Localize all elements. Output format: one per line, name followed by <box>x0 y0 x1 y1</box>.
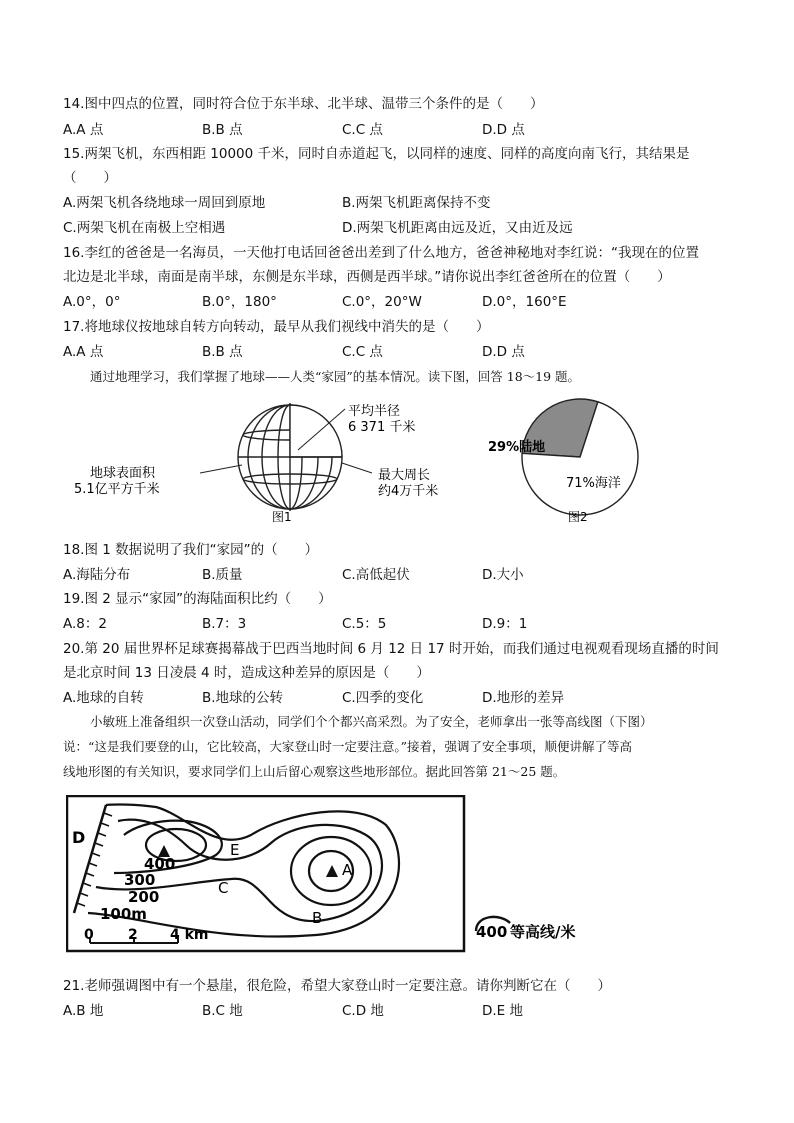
q15-stem-line1: 15.两架飞机，东西相距 10000 千米，同时自赤道起飞，以同样的速度、同样的高度向南飞行，其结果是 <box>63 146 690 162</box>
pie-label-ocean: 71%海洋 <box>566 476 621 491</box>
q18-option-b: B.质量 <box>202 567 243 583</box>
intro-21-25-line1: 小敏班上准备组织一次登山活动，同学们个个都兴高采烈。为了安全，老师拿出一张等高线图（下图） <box>90 714 653 729</box>
radius-label-2: 6 371 千米 <box>348 420 416 435</box>
q15-stem-line2: （ ） <box>63 170 117 186</box>
q19-option-b: B.7：3 <box>202 616 247 632</box>
q19-stem: 19.图 2 显示“家园”的海陆面积比约（ ） <box>63 591 332 607</box>
area-label-1: 地球表面积 <box>90 466 156 481</box>
q20-option-d: D.地形的差异 <box>482 690 565 706</box>
legend-value: 400 <box>476 923 508 941</box>
intro-18-19: 通过地理学习，我们掌握了地球——人类“家园”的基本情况。读下图，回答 18～19 题。 <box>90 369 581 384</box>
q19-option-a: A.8：2 <box>63 616 107 632</box>
q16-option-d: D.0°，160°E <box>482 294 567 310</box>
q21-stem: 21.老师强调图中有一个悬崖，很危险，希望大家登山时一定要注意。请你判断它在（ ） <box>63 978 611 994</box>
q20-option-a: A.地球的自转 <box>63 690 144 706</box>
q14-stem: 14.图中四点的位置，同时符合位于东半球、北半球、温带三个条件的是（ ） <box>63 96 544 112</box>
area-leader <box>200 465 242 473</box>
q15-option-a: A.两架飞机各绕地球一周回到原地 <box>63 195 266 211</box>
figure-2-caption: 图2 <box>568 510 588 524</box>
q15-option-d: D.两架飞机距离由远及近，又由近及远 <box>342 220 573 236</box>
q16-stem-line1: 16.李红的爸爸是一名海员，一天他打电话回爸爸出差到了什么地方，爸爸神秘地对李红说：“我现在的位置 <box>63 245 699 261</box>
q15-option-c: C.两架飞机在南极上空相遇 <box>63 220 226 236</box>
legend-text: 等高线/米 <box>510 923 576 941</box>
q17-option-b: B.B 点 <box>202 344 243 360</box>
figure-1-globe <box>60 395 480 527</box>
label-point-e: E <box>230 841 240 859</box>
q20-stem-line1: 20.第 20 届世界杯足球赛揭幕战于巴西当地时间 6 月 12 日 17 时开始，而我们通过电视观看现场直播的时间 <box>63 641 719 657</box>
q19-option-c: C.5：5 <box>342 616 387 632</box>
circ-label-2: 约4万千米 <box>378 484 439 499</box>
label-point-b: B <box>312 909 323 927</box>
scale-label-4km: 4 km <box>170 927 209 943</box>
label-contour-200: 200 <box>128 888 160 906</box>
q21-option-a: A.B 地 <box>63 1003 104 1019</box>
contour-legend <box>470 905 640 945</box>
q20-option-b: B.地球的公转 <box>202 690 284 706</box>
area-label-2: 5.1亿平方千米 <box>74 482 160 497</box>
figure-2-pie <box>480 395 680 527</box>
q17-stem: 17.将地球仪按地球自转方向转动，最早从我们视线中消失的是（ ） <box>63 319 490 335</box>
q20-stem-line2: 是北京时间 13 日凌晨 4 时，造成这种差异的原因是（ ） <box>63 665 430 681</box>
q15-option-b: B.两架飞机距离保持不变 <box>342 195 491 211</box>
q14-option-b: B.B 点 <box>202 122 243 138</box>
q16-option-a: A.0°，0° <box>63 294 121 310</box>
q16-stem-line2: 北边是北半球，南面是南半球，东侧是东半球，西侧是西半球。”请你说出李红爸爸所在的位置（ ） <box>63 269 671 285</box>
q18-option-d: D.大小 <box>482 567 524 583</box>
q18-stem: 18.图 1 数据说明了我们“家园”的（ ） <box>63 542 319 558</box>
q20-option-c: C.四季的变化 <box>342 690 424 706</box>
circ-label-1: 最大周长 <box>378 468 431 483</box>
q18-option-a: A.海陆分布 <box>63 567 131 583</box>
circ-leader <box>342 463 372 473</box>
q14-option-a: A.A 点 <box>63 122 104 138</box>
label-point-c: C <box>218 879 229 897</box>
q16-option-b: B.0°，180° <box>202 294 277 310</box>
q21-option-d: D.E 地 <box>482 1003 524 1019</box>
pie-label-land: 29%陆地 <box>488 440 546 455</box>
q14-option-c: C.C 点 <box>342 122 383 138</box>
q17-option-a: A.A 点 <box>63 344 104 360</box>
label-contour-400: 400 <box>144 855 176 873</box>
figure-1-caption: 图1 <box>272 510 292 524</box>
q14-option-d: D.D 点 <box>482 122 525 138</box>
q19-option-d: D.9：1 <box>482 616 528 632</box>
radius-label-1: 平均半径 <box>348 404 401 419</box>
intro-21-25-line2: 说：“这是我们要登的山，它比较高，大家登山时一定要注意。”接着，强调了安全事项，顺便讲解了等高 <box>63 739 633 754</box>
q17-option-d: D.D 点 <box>482 344 525 360</box>
scale-label-2: 2 <box>128 927 138 943</box>
label-point-d: D <box>72 828 86 847</box>
q17-option-c: C.C 点 <box>342 344 383 360</box>
intro-21-25-line3: 线地形图的有关知识，要求同学们上山后留心观察这些地形部位。据此回答第 21～25 题。 <box>63 764 566 779</box>
q21-option-c: C.D 地 <box>342 1003 384 1019</box>
q16-option-c: C.0°，20°W <box>342 294 422 310</box>
q21-option-b: B.C 地 <box>202 1003 243 1019</box>
label-point-a: A <box>342 861 353 879</box>
q18-option-c: C.高低起伏 <box>342 567 410 583</box>
label-contour-100m: 100m <box>100 905 147 923</box>
contour-map <box>66 795 466 953</box>
label-contour-300: 300 <box>124 871 156 889</box>
scale-label-0: 0 <box>84 927 94 943</box>
